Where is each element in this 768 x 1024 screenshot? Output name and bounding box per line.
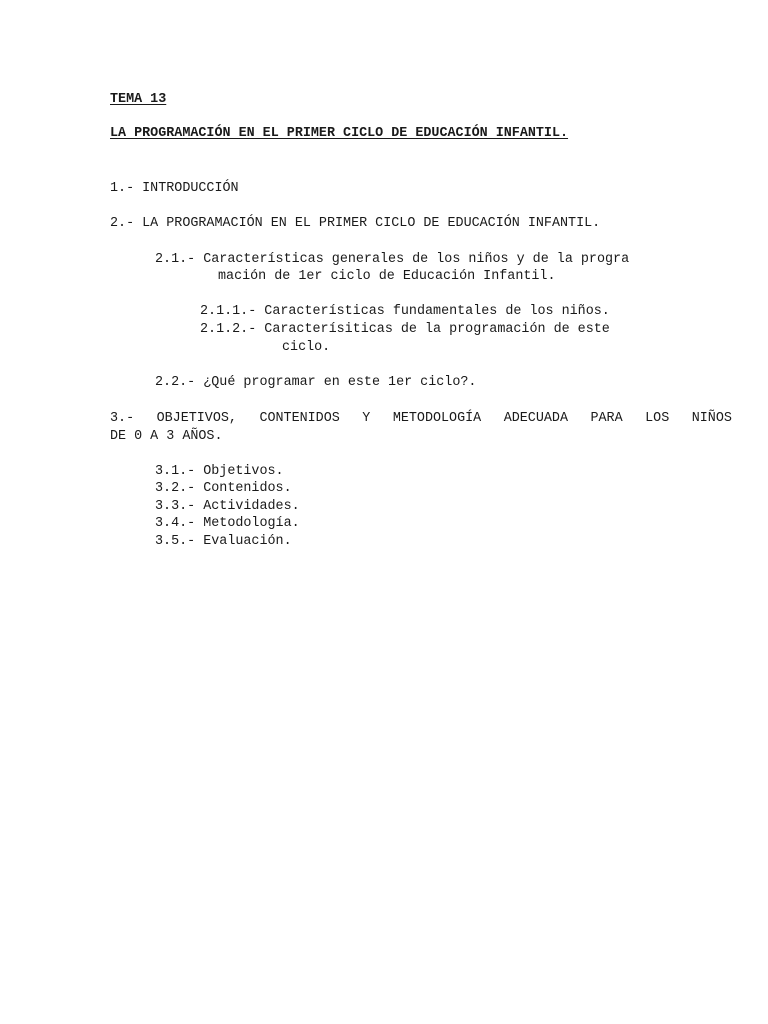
section-3-word: OBJETIVOS, <box>156 411 237 426</box>
section-3-5: 3.5.- Evaluación. <box>155 534 292 549</box>
section-3-4: 3.4.- Metodología. <box>155 516 300 531</box>
document-title: LA PROGRAMACIÓN EN EL PRIMER CICLO DE EDUCACIÓN INFANTIL. <box>110 126 569 141</box>
section-3-3: 3.3.- Actividades. <box>155 499 300 514</box>
section-3-word: ADECUADA <box>503 411 568 426</box>
section-3-word: Y <box>362 411 371 426</box>
section-2-1-line-2: mación de 1er ciclo de Educación Infantil. <box>218 269 556 284</box>
section-2-1-line-1: 2.1.- Características generales de los niños y de la progra <box>155 252 630 267</box>
section-3-line-2: DE 0 A 3 AÑOS. <box>110 429 223 444</box>
section-2-1-2-line-2: ciclo. <box>282 340 331 355</box>
section-2-1-1: 2.1.1.- Características fundamentales de los niños. <box>200 304 610 319</box>
section-3-word: PARA <box>590 411 623 426</box>
section-3-1: 3.1.- Objetivos. <box>155 464 284 479</box>
section-2-1-2-line-1: 2.1.2.- Caracterísiticas de la programación de este <box>200 322 610 337</box>
section-3-word: NIÑOS <box>691 411 732 426</box>
section-1: 1.- INTRODUCCIÓN <box>110 181 239 196</box>
section-3-2: 3.2.- Contenidos. <box>155 481 292 496</box>
section-3-word: CONTENIDOS <box>259 411 340 426</box>
section-3-word: METODOLOGÍA <box>392 411 482 426</box>
section-3-line-1 <box>110 411 732 427</box>
section-2: 2.- LA PROGRAMACIÓN EN EL PRIMER CICLO DE EDUCACIÓN INFANTIL. <box>110 216 601 231</box>
section-3-word: LOS <box>645 411 670 426</box>
tema-heading: TEMA 13 <box>110 92 167 107</box>
section-3-word: 3.- <box>110 411 135 426</box>
section-2-2: 2.2.- ¿Qué programar en este 1er ciclo?. <box>155 375 477 390</box>
